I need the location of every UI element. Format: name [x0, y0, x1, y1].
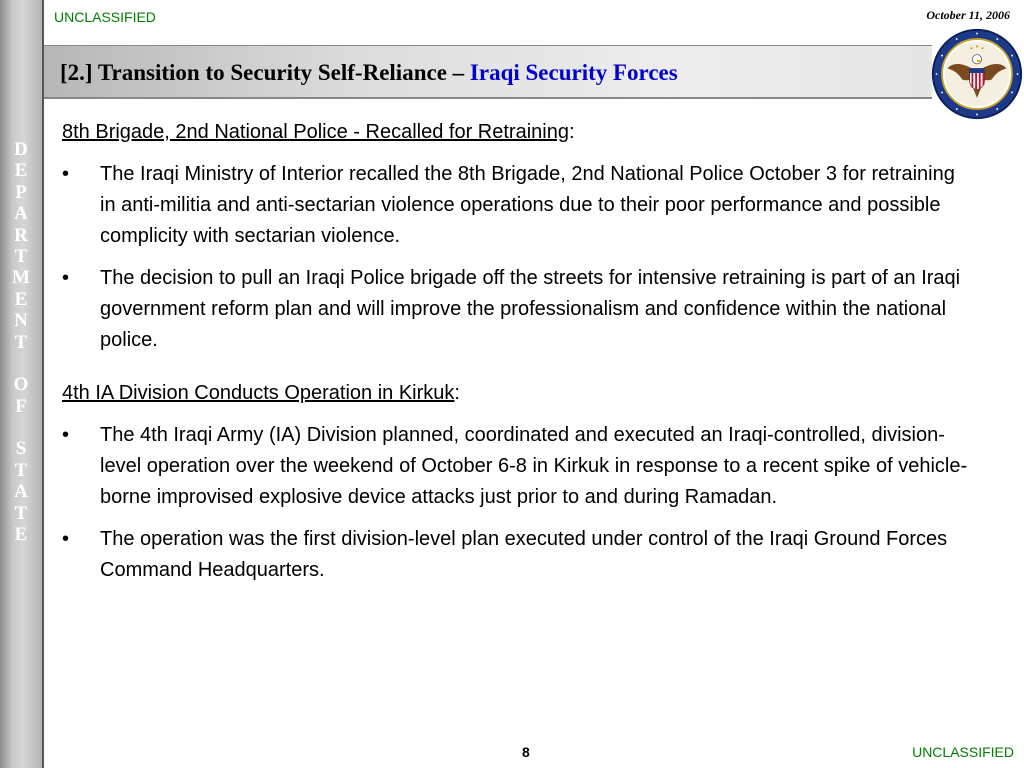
bullet-dot: •: [62, 163, 70, 185]
sidebar-letter: T: [14, 245, 28, 267]
sidebar-band: [0, 0, 44, 768]
bullet-item: [62, 420, 972, 513]
sidebar-letter: P: [15, 181, 27, 203]
sidebar-letter: T: [14, 502, 28, 524]
bullet-text: The decision to pull an Iraqi Police brigade off the streets for intensive retraining is part of an Iraqi government reform plan and will improve the professionalism and confidence within the national police.: [100, 267, 961, 351]
sidebar-letter: A: [14, 203, 28, 225]
bullet-dot: •: [62, 267, 70, 289]
department-of-state-seal-icon: [931, 28, 1023, 120]
section-heading-2: 4th IA Division Conducts Operation in Kirkuk:: [62, 382, 460, 404]
sidebar-letter: T: [14, 331, 28, 353]
sidebar-letter: D: [14, 139, 28, 160]
bullet-text: The 4th Iraqi Army (IA) Division planned, coordinated and executed an Iraqi-controlled, division-level operation over the weekend of October 6-8 in Kirkuk in response to a recent spike of vehicle-borne improvised explosive device attacks just prior to and during Ramadan.: [100, 424, 968, 508]
bullet-item: [62, 263, 972, 356]
classification-bottom: UNCLASSIFIED: [912, 744, 1014, 760]
sidebar-letter: E: [14, 524, 28, 546]
sidebar-letter: E: [14, 160, 28, 182]
bullet-dot: •: [62, 424, 70, 446]
bullet-dot: •: [62, 528, 70, 550]
bullet-item: [62, 159, 972, 252]
slide-title: [60, 60, 678, 86]
bullet-text: The operation was the first division-level plan executed under control of the Iraqi Ground Forces Command Headquarters.: [100, 528, 948, 581]
slide-date: October 11, 2006: [926, 8, 1010, 22]
sidebar-letter: [19, 353, 24, 374]
sidebar-letter: F: [15, 395, 27, 417]
sidebar-letter: O: [13, 374, 29, 396]
sidebar-letter: E: [14, 288, 28, 310]
sidebar-letter: S: [15, 438, 27, 460]
page-number: 8: [522, 744, 530, 760]
sidebar-letter: R: [14, 224, 28, 246]
title-prefix: [2.] Transition to Security Self-Reliance –: [60, 60, 470, 85]
sidebar-letter: [19, 417, 24, 438]
sidebar-letter: N: [14, 310, 28, 332]
section-heading-1: 8th Brigade, 2nd National Police - Recalled for Retraining:: [62, 121, 575, 143]
department-of-state-vertical-text: [0, 139, 42, 545]
bullet-text: The Iraqi Ministry of Interior recalled the 8th Brigade, 2nd National Police October 3 for retraining in anti-militia and anti-sectarian violence operations due to their poor performance and possible complicity with sectarian violence.: [100, 163, 955, 247]
title-bar: [44, 45, 932, 99]
title-highlight: Iraqi Security Forces: [469, 60, 678, 85]
bullet-item: [62, 524, 972, 586]
sidebar-letter: M: [12, 267, 30, 289]
classification-top: UNCLASSIFIED: [54, 9, 156, 25]
sidebar-letter: A: [14, 481, 28, 503]
sidebar-letter: T: [14, 459, 28, 481]
slide-body: [62, 117, 972, 586]
